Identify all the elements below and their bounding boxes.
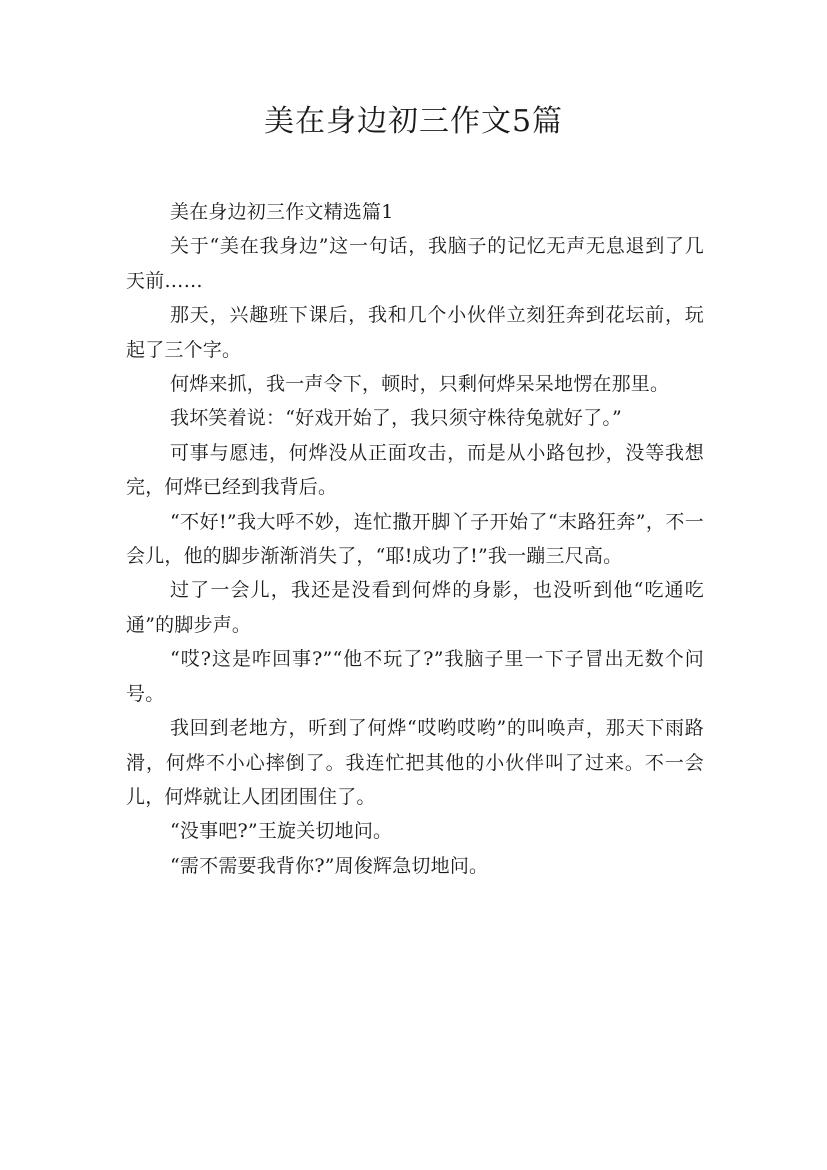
paragraph: “哎?这是咋回事?”“他不玩了?”我脑子里一下子冒出无数个问号。 xyxy=(126,648,704,705)
paragraph: “不好!”我大呼不妙，连忙撒开脚丫子开始了“末路狂奔”，不一会儿，他的脚步渐渐消失了，“耶!成功了!”我一蹦三尺高。 xyxy=(126,510,704,568)
document-title: 美在身边初三作文5篇 xyxy=(263,104,564,139)
paragraph: “没事吧?”王旋关切地问。 xyxy=(170,820,393,843)
paragraph: 我坏笑着说：“好戏开始了，我只须守株待兔就好了。” xyxy=(170,407,622,430)
paragraph: “需不需要我背你?”周俊辉急切地问。 xyxy=(170,854,489,877)
paragraph: 关于“美在我身边”这一句话，我脑子的记忆无声无息退到了几天前…… xyxy=(126,235,704,292)
document-body xyxy=(126,195,704,883)
section-heading: 美在身边初三作文精选篇1 xyxy=(170,201,394,223)
paragraph: 那天，兴趣班下课后，我和几个小伙伴立刻狂奔到花坛前，玩起了三个字。 xyxy=(126,304,704,361)
paragraph: 过了一会儿，我还是没看到何烨的身影，也没听到他“吃通吃通”的脚步声。 xyxy=(126,579,704,636)
paragraph: 可事与愿违，何烨没从正面攻击，而是从小路包抄，没等我想完，何烨已经到我背后。 xyxy=(126,441,704,499)
paragraph: 我回到老地方，听到了何烨“哎哟哎哟”的叫唤声，那天下雨路滑，何烨不小心摔倒了。我连忙把其他的小伙伴叫了过来。不一会儿，何烨就让人团团围住了。 xyxy=(126,717,704,808)
paragraph: 何烨来抓，我一声令下，顿时，只剩何烨呆呆地愣在那里。 xyxy=(170,373,670,396)
